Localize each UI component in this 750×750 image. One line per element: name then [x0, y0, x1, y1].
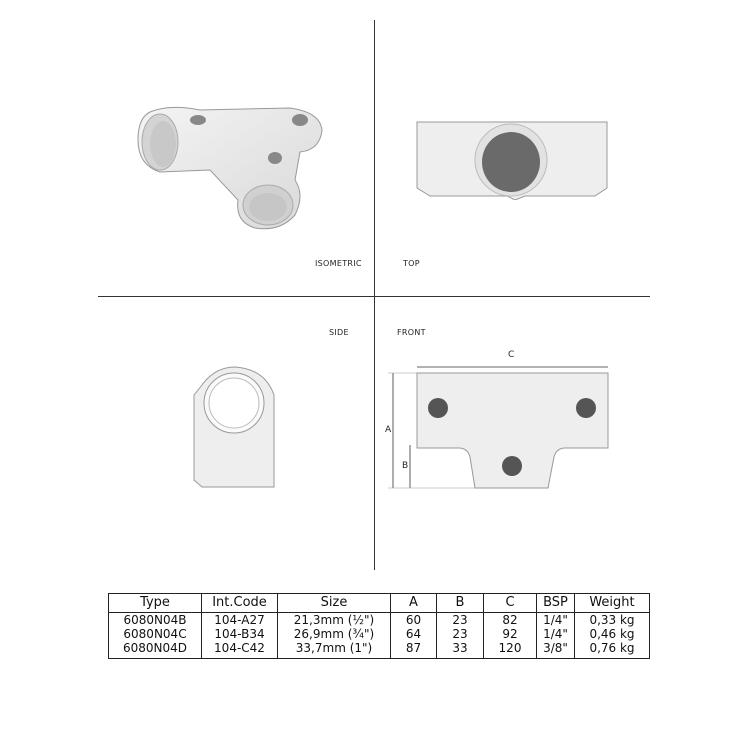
- header-size: Size: [278, 594, 391, 613]
- header-int-code: Int.Code: [202, 594, 278, 613]
- table-row: [109, 613, 650, 628]
- cell-weight: 0,33 kg: [575, 613, 650, 628]
- cell-int-code: 104-C42: [202, 641, 278, 659]
- cell-bsp: 1/4": [537, 627, 575, 641]
- cell-size: 21,3mm (½"): [278, 613, 391, 628]
- cell-a: 64: [391, 627, 437, 641]
- cell-c: 92: [484, 627, 537, 641]
- cell-weight: 0,76 kg: [575, 641, 650, 659]
- cell-int-code: 104-B34: [202, 627, 278, 641]
- front-label: FRONT: [397, 328, 426, 337]
- cell-type: 6080N04B: [109, 613, 202, 628]
- dimension-b-label: B: [402, 461, 409, 471]
- header-weight: Weight: [575, 594, 650, 613]
- cell-int-code: 104-A27: [202, 613, 278, 628]
- table-row: [109, 641, 650, 659]
- cell-c: 82: [484, 613, 537, 628]
- cell-type: 6080N04D: [109, 641, 202, 659]
- header-b: B: [437, 594, 484, 613]
- cell-size: 33,7mm (1"): [278, 641, 391, 659]
- cell-bsp: 3/8": [537, 641, 575, 659]
- vertical-divider: [374, 20, 375, 570]
- cell-b: 23: [437, 613, 484, 628]
- cell-a: 60: [391, 613, 437, 628]
- cell-a: 87: [391, 641, 437, 659]
- header-c: C: [484, 594, 537, 613]
- header-a: A: [391, 594, 437, 613]
- side-view-drawing: [190, 365, 280, 490]
- dimension-c-label: C: [508, 350, 515, 360]
- cell-bsp: 1/4": [537, 613, 575, 628]
- front-view-drawing: [380, 345, 620, 495]
- horizontal-divider: [98, 296, 650, 297]
- top-label: TOP: [403, 259, 420, 268]
- table-header-row: [109, 594, 650, 613]
- specifications-table: [108, 593, 650, 659]
- cell-weight: 0,46 kg: [575, 627, 650, 641]
- cell-size: 26,9mm (¾"): [278, 627, 391, 641]
- dimension-a-label: A: [385, 425, 392, 435]
- side-label: SIDE: [329, 328, 349, 337]
- cell-b: 23: [437, 627, 484, 641]
- cell-b: 33: [437, 641, 484, 659]
- cell-type: 6080N04C: [109, 627, 202, 641]
- isometric-view-drawing: [130, 100, 330, 235]
- header-bsp: BSP: [537, 594, 575, 613]
- table-row: [109, 627, 650, 641]
- top-view-drawing: [415, 118, 610, 200]
- isometric-label: ISOMETRIC: [315, 259, 362, 268]
- header-type: Type: [109, 594, 202, 613]
- cell-c: 120: [484, 641, 537, 659]
